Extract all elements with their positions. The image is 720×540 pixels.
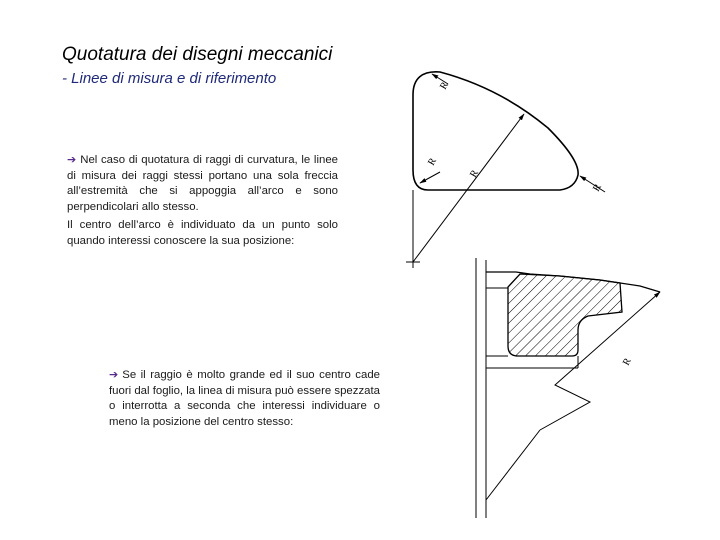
radius-line-bottom-left	[420, 172, 440, 183]
bullet-arrow-icon: ➔	[109, 368, 119, 381]
radius-label: R	[591, 182, 604, 194]
radius-label: R	[426, 156, 439, 168]
radius-label: R	[620, 356, 634, 368]
radius-line-large	[413, 114, 524, 262]
radius-line-tail	[486, 430, 540, 500]
radius-label: R	[438, 80, 451, 92]
rounded-part-drawing	[406, 72, 605, 268]
paragraph-text: Se il raggio è molto grande ed il suo centro cade fuori dal foglio, la linea di misura può essere spezzata o interrotta a seconda che interessi individuare o meno la posizione del centro stesso:	[109, 369, 380, 428]
slide-title: Quotatura dei disegni meccanici	[62, 44, 333, 65]
hatched-section	[508, 274, 622, 356]
slide-subtitle: - Linee di misura e di riferimento	[62, 70, 277, 87]
bullet-arrow-icon: ➔	[67, 153, 77, 166]
part-outline	[413, 72, 578, 190]
paragraph-text: Nel caso di quotatura di raggi di curvatura, le linee di misura dei raggi stessi portano una sola freccia all’estremità che si appoggia all’arco e sono perpendicolari allo stesso.	[67, 154, 338, 213]
radius-label: R	[468, 168, 481, 180]
hatched-section-drawing	[476, 258, 660, 518]
paragraph-arc-center: Il centro dell’arco è individuato da un punto solo quando interessi conoscere la sua posizione:	[67, 219, 338, 247]
